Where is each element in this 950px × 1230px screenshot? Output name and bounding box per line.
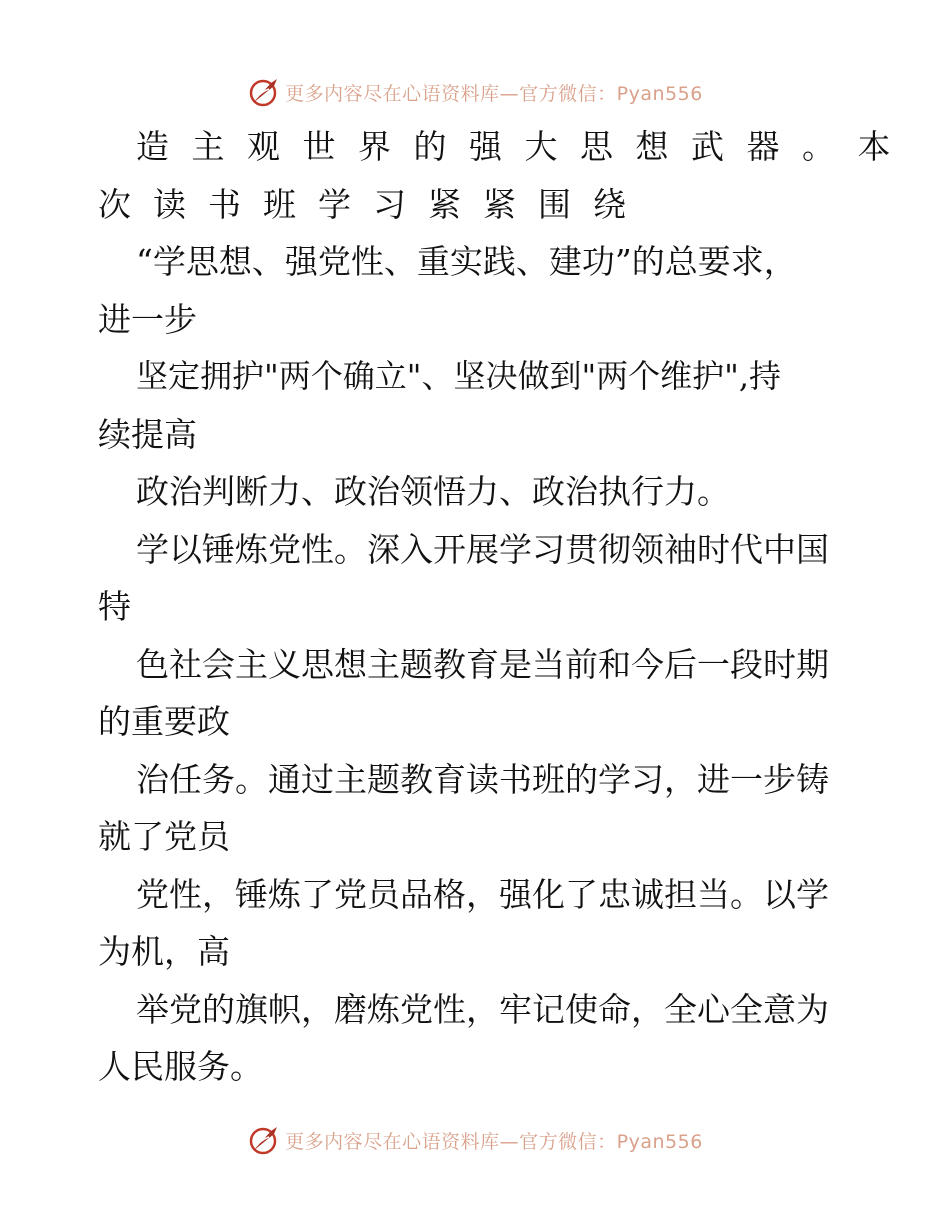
body-line: 就了党员 <box>98 817 230 856</box>
body-line: 续提高 <box>98 414 197 454</box>
quill-logo-icon <box>247 75 281 109</box>
footer-watermark <box>0 1120 950 1160</box>
body-line: 的重要政 <box>98 702 230 741</box>
body-line: 坚定拥护"两个确立"、坚决做到"两个维护",持 <box>136 357 782 395</box>
body-line: 政治判断力、政治领悟力、政治执行力。 <box>136 472 730 511</box>
body-line: 次读书班学习紧紧围绕 <box>98 184 648 224</box>
header-watermark <box>0 72 950 112</box>
body-line: 色社会主义思想主题教育是当前和今后一段时期 <box>136 644 829 684</box>
body-line: 为机，高 <box>98 932 230 971</box>
body-line: 治任务。通过主题教育读书班的学习，进一步铸 <box>136 759 829 799</box>
document-body <box>98 118 913 1096</box>
body-line: 人民服务。 <box>98 1047 263 1086</box>
body-line: 造主观世界的强大思想武器。本 <box>136 127 913 166</box>
body-line: 进一步 <box>98 299 197 339</box>
body-line: “学思想、强党性、重实践、建功”的总要求， <box>136 242 797 281</box>
header-text: 更多内容尽在心语资料库—官方微信：Pyan556 <box>285 82 703 105</box>
body-line: 举党的旗帜，磨炼党性，牢记使命，全心全意为 <box>136 989 829 1029</box>
body-line: 学以锤炼党性。深入开展学习贯彻领袖时代中国 <box>136 529 829 569</box>
body-line: 特 <box>98 587 131 626</box>
body-line: 党性，锤炼了党员品格，强化了忠诚担当。以学 <box>136 874 829 914</box>
footer-text: 更多内容尽在心语资料库—官方微信：Pyan556 <box>285 1130 703 1153</box>
quill-logo-icon <box>247 1123 281 1157</box>
